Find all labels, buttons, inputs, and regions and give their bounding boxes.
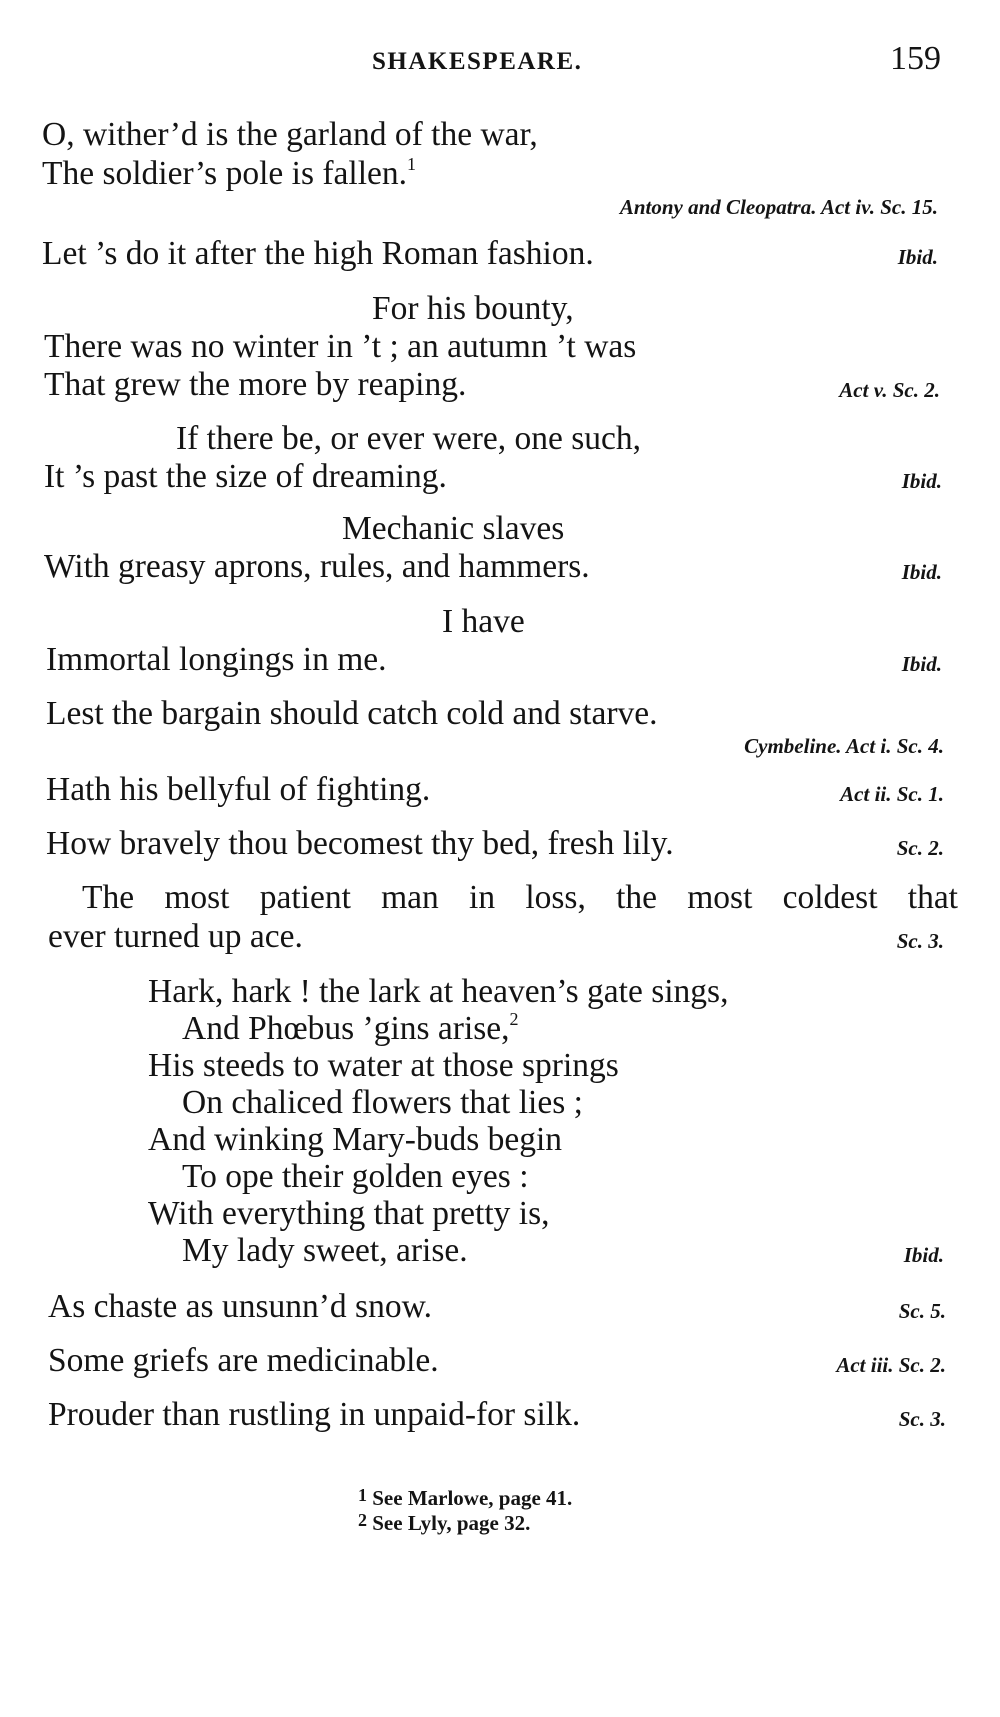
quote-line: Let ’s do it after the high Roman fashion. [42, 235, 594, 272]
citation: Act ii. Sc. 1. [840, 782, 944, 806]
quote-line: Some griefs are medicinable. [48, 1342, 439, 1379]
quote-line: With greasy aprons, rules, and hammers. [44, 548, 590, 585]
song-line: And Phœbus ’gins arise,$^2$ [182, 1009, 519, 1047]
song-line: On chaliced flowers that lies ; [182, 1084, 583, 1121]
page-number: 159 [890, 40, 941, 77]
quote-line: Lest the bargain should catch cold and starve. [46, 695, 658, 732]
citation: Sc. 3. [898, 1407, 946, 1431]
quote-line: Prouder than rustling in unpaid-for silk. [48, 1396, 581, 1433]
citation: Act v. Sc. 2. [839, 378, 940, 402]
citation: Ibid. [901, 560, 942, 584]
footnote-mark: 1 [358, 1485, 367, 1505]
footnote: $^2$ See Lyly, page 32. [358, 1510, 531, 1535]
citation: Antony and Cleopatra. Act iv. Sc. 15. [619, 195, 938, 219]
running-title: SHAKESPEARE. [372, 48, 583, 75]
citation: Ibid. [901, 652, 942, 676]
song-line: To ope their golden eyes : [182, 1158, 529, 1195]
song-line: My lady sweet, arise. [182, 1232, 468, 1269]
quote-line: That grew the more by reaping. [44, 366, 467, 403]
quote-line: Immortal longings in me. [46, 641, 387, 678]
citation: Cymbeline. Act i. Sc. 4. [744, 734, 944, 758]
footnote-mark: 2 [358, 1510, 367, 1530]
song-line: Hark, hark ! the lark at heaven’s gate sings, [148, 973, 729, 1010]
running-header [0, 40, 1000, 84]
quote-line: As chaste as unsunn’d snow. [48, 1288, 432, 1325]
footnote-ref: 1 [407, 154, 416, 174]
citation: Ibid. [897, 245, 938, 269]
citation: Sc. 2. [896, 836, 944, 860]
quote-line: Mechanic slaves [342, 510, 565, 547]
citation: Ibid. [901, 469, 942, 493]
quote-line: It ’s past the size of dreaming. [44, 458, 447, 495]
citation: Sc. 5. [898, 1299, 946, 1323]
quote-line: There was no winter in ’t ; an autumn ’t was [44, 328, 637, 365]
quote-line: Hath his bellyful of fighting. [46, 771, 431, 808]
quote-line: ever turned up ace. [48, 918, 303, 955]
footnote-ref: 2 [509, 1009, 519, 1029]
quote-line: The soldier’s pole is fallen.$^1$ [42, 154, 416, 192]
citation: Act iii. Sc. 2. [836, 1353, 946, 1377]
song-line: With everything that pretty is, [148, 1195, 550, 1232]
footnote: $^1$ See Marlowe, page 41. [358, 1485, 573, 1510]
citation: Sc. 3. [896, 929, 944, 953]
song-line: His steeds to water at those springs [148, 1047, 619, 1084]
quote-line: I have [442, 603, 525, 640]
quote-line: How bravely thou becomest thy bed, fresh lily. [46, 825, 674, 862]
quote-line: If there be, or ever were, one such, [176, 420, 642, 457]
quote-line: For his bounty, [372, 290, 574, 327]
citation: Ibid. [903, 1243, 944, 1267]
quote-line: O, wither’d is the garland of the war, [42, 116, 538, 153]
song-line: And winking Mary-buds begin [148, 1121, 563, 1158]
quote-line: The most patient man in loss, the most coldest that [82, 879, 958, 916]
